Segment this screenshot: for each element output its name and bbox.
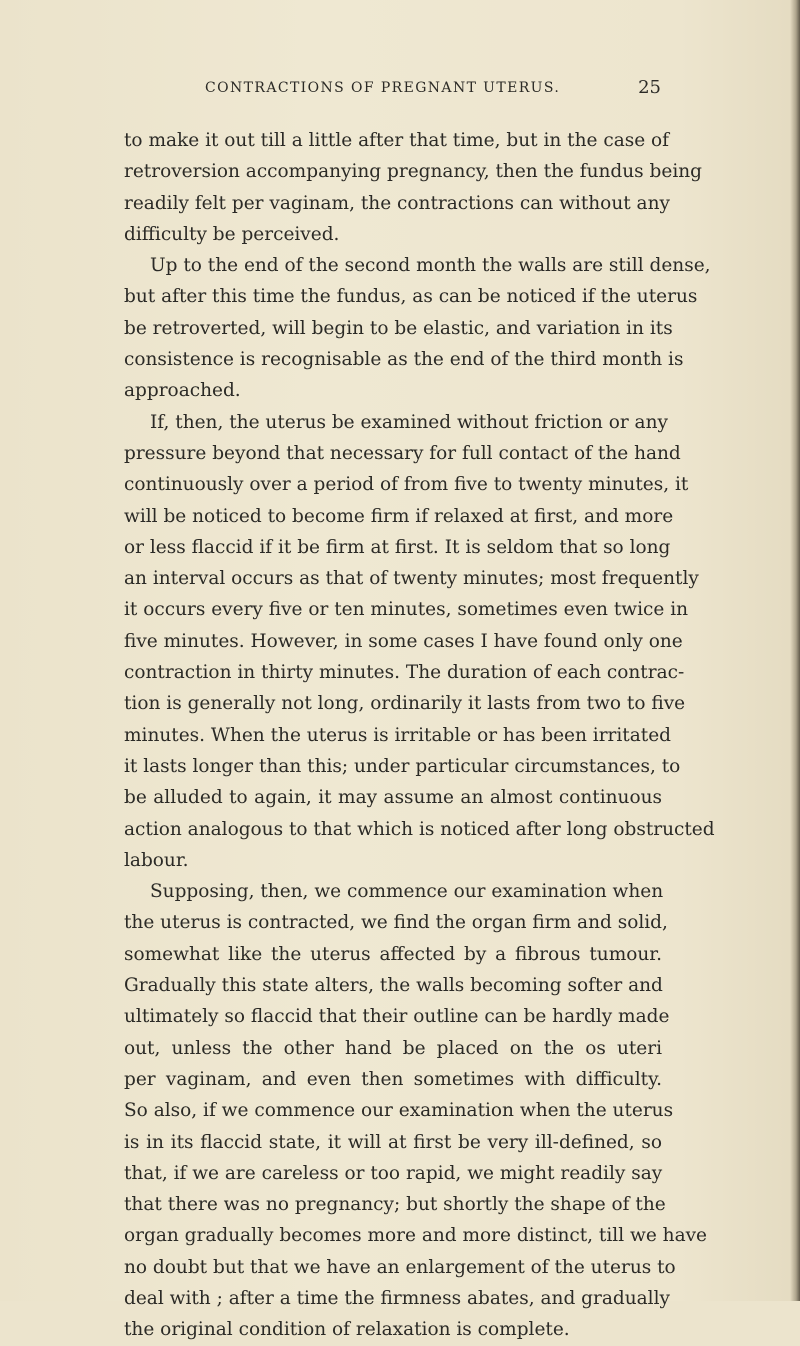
running-head: CONTRACTIONS OF PREGNANT UTERUS. (205, 80, 561, 96)
text-line: out, unless the other hand be placed on the os uteri (124, 1037, 662, 1059)
text-line: action analogous to that which is noticed after long obstructed (124, 818, 715, 840)
text-line: ultimately so flaccid that their outline can be hardly made (124, 1006, 670, 1028)
text-line: an interval occurs as that of twenty minutes; most frequently (124, 568, 699, 590)
text-line: difficulty be perceived. (124, 223, 340, 245)
text-line: consistence is recognisable as the end of the third month is (124, 349, 684, 371)
text-line: the uterus is contracted, we find the organ firm and solid, (124, 912, 668, 934)
text-line: it occurs every five or ten minutes, sometimes even twice in (124, 599, 689, 621)
text-line: per vaginam, and even then sometimes with difficulty. (124, 1068, 662, 1090)
page-number: 25 (638, 77, 661, 98)
text-line: somewhat like the uterus affected by a fibrous tumour. (124, 943, 662, 965)
text-line: Up to the end of the second month the walls are still dense, (150, 255, 711, 277)
text-line: the original condition of relaxation is complete. (124, 1319, 570, 1341)
text-line: Supposing, then, we commence our examination when (150, 881, 664, 903)
text-line: retroversion accompanying pregnancy, then the fundus being (124, 161, 703, 183)
text-line: no doubt but that we have an enlargement of the uterus to (124, 1256, 676, 1278)
body-text (124, 125, 715, 1346)
text-line: If, then, the uterus be examined without friction or any (150, 411, 668, 433)
text-line: approached. (124, 380, 241, 402)
text-line: organ gradually becomes more and more distinct, till we have (124, 1225, 707, 1247)
text-line: continuously over a period of from five to twenty minutes, it (124, 474, 689, 496)
text-line: Gradually this state alters, the walls becoming softer and (124, 975, 663, 997)
text-line: it lasts longer than this; under particular circumstances, to (124, 755, 681, 777)
text-line: or less flaccid if it be firm at first. It is seldom that so long (124, 536, 671, 558)
page-header (123, 77, 661, 104)
text-line: minutes. When the uterus is irritable or has been irritated (124, 724, 671, 746)
text-line: tion is generally not long, ordinarily it lasts from two to five (124, 693, 686, 715)
text-line: So also, if we commence our examination when the uterus (124, 1100, 674, 1122)
page-edge-shadow (790, 0, 800, 1301)
text-line: deal with ; after a time the firmness abates, and gradually (124, 1287, 670, 1309)
text-line: readily felt per vaginam, the contractions can without any (124, 192, 670, 214)
text-line: that, if we are careless or too rapid, we might readily say (124, 1162, 663, 1184)
text-line: five minutes. However, in some cases I have found only one (124, 630, 683, 652)
text-line: be retroverted, will begin to be elastic, and variation in its (124, 317, 673, 339)
text-line: that there was no pregnancy; but shortly the shape of the (124, 1194, 666, 1216)
text-line: to make it out till a little after that time, but in the case of (124, 130, 670, 151)
text-line: pressure beyond that necessary for full contact of the hand (124, 442, 681, 464)
text-line: be alluded to again, it may assume an almost continuous (124, 787, 662, 809)
text-line: will be noticed to become firm if relaxed at first, and more (124, 505, 674, 527)
text-line: contraction in thirty minutes. The duration of each contrac- (124, 662, 685, 684)
text-line: labour. (124, 849, 189, 871)
text-line: is in its flaccid state, it will at first be very ill-defined, so (124, 1131, 662, 1153)
text-line: but after this time the fundus, as can be noticed if the uterus (124, 286, 698, 308)
